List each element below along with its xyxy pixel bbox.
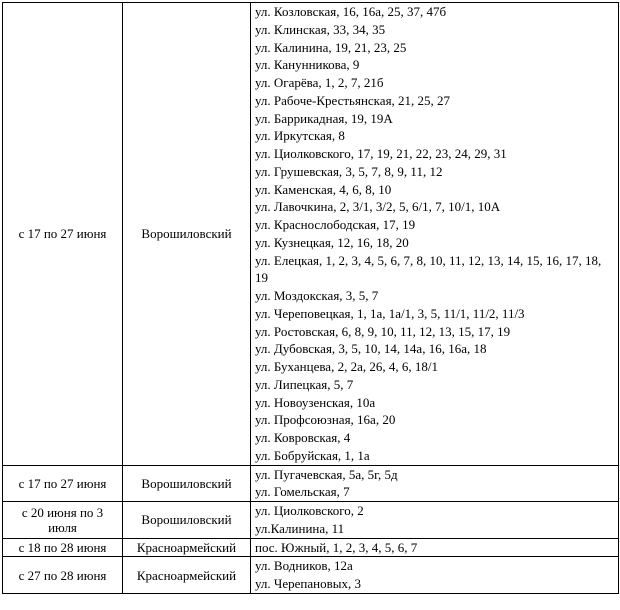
address-line: ул. Черепановых, 3 — [255, 576, 361, 591]
date-text: с 27 по 28 июня — [18, 567, 107, 583]
address-line: ул. Грушевская, 3, 5, 7, 8, 9, 11, 12 — [255, 163, 443, 179]
address-line: ул. Бобруйская, 1, 1а — [255, 447, 370, 463]
address-line: ул. Лавочкина, 2, 3/1, 3/2, 5, 6/1, 7, 10/1, 10А — [255, 199, 501, 215]
address-line: ул. Ростовская, 6, 8, 9, 10, 11, 12, 13, 15, 17, 19 — [255, 323, 511, 339]
date-cell — [3, 557, 123, 594]
address-line: ул. Калинина, 19, 21, 23, 25 — [255, 39, 407, 55]
address-line: пос. Южный, 1, 2, 3, 4, 5, 6, 7 — [255, 539, 418, 555]
address-line: ул. Водников, 12а — [255, 558, 353, 574]
date-text: с 18 по 28 июня — [18, 539, 107, 555]
schedule-table — [2, 2, 619, 594]
address-line: ул. Циолковского, 17, 19, 21, 22, 23, 24, 29, 31 — [255, 146, 507, 161]
table-row — [3, 538, 619, 557]
address-line: ул. Каменская, 4, 6, 8, 10 — [255, 181, 392, 197]
district-text: Красноармейский — [136, 567, 237, 583]
address-line: ул.Калинина, 11 — [255, 520, 345, 536]
address-line: ул. Профсоюзная, 16а, 20 — [255, 412, 396, 428]
address-line: ул. Канунникова, 9 — [255, 57, 360, 73]
addresses-cell — [251, 3, 619, 466]
address-line: ул. Клинская, 33, 34, 35 — [255, 21, 386, 37]
address-line: ул. Елецкая, 1, 2, 3, 4, 5, 6, 7, 8, 10, 11, 12, 13, 14, 15, 16, 17, 18, 19 — [255, 252, 602, 286]
date-cell — [3, 3, 123, 466]
addresses-cell — [251, 538, 619, 557]
district-cell — [123, 557, 251, 594]
addresses-cell — [251, 465, 619, 502]
district-text: Ворошиловский — [141, 512, 232, 528]
address-line: ул. Баррикадная, 19, 19А — [255, 110, 393, 126]
address-line: ул. Гомельская, 7 — [255, 484, 350, 500]
address-line: ул. Иркутская, 8 — [255, 128, 345, 144]
address-line: ул. Козловская, 16, 16а, 25, 37, 47б — [255, 4, 447, 19]
table-row — [3, 502, 619, 539]
district-text: Ворошиловский — [141, 475, 232, 491]
address-line: ул. Краснослободская, 17, 19 — [255, 217, 416, 232]
date-text: с 17 по 27 июня — [18, 475, 107, 491]
address-line: ул. Ковровская, 4 — [255, 430, 351, 445]
address-line: ул. Липецкая, 5, 7 — [255, 376, 354, 392]
address-line: ул. Буханцева, 2, 2а, 26, 4, 6, 18/1 — [255, 359, 438, 374]
date-text: с 20 июня по 3 июля — [21, 504, 104, 535]
address-line: ул. Рабоче-Крестьянская, 21, 25, 27 — [255, 92, 451, 108]
addresses-cell — [251, 557, 619, 594]
address-line: ул. Дубовская, 3, 5, 10, 14, 14а, 16, 16а, 18 — [255, 341, 487, 357]
date-cell — [3, 465, 123, 502]
district-cell — [123, 538, 251, 557]
address-line: ул. Череповецкая, 1, 1а, 1а/1, 3, 5, 11/1, 11/2, 11/3 — [255, 305, 525, 321]
address-line: ул. Пугачевская, 5а, 5г, 5д — [255, 466, 398, 482]
district-cell — [123, 3, 251, 466]
table-row — [3, 465, 619, 502]
address-line: ул. Моздокская, 3, 5, 7 — [255, 288, 379, 303]
table-row — [3, 557, 619, 594]
address-line: ул. Новоузенская, 10а — [255, 394, 376, 410]
address-line: ул. Кузнецкая, 12, 16, 18, 20 — [255, 234, 409, 250]
address-line: ул. Огарёва, 1, 2, 7, 21б — [255, 75, 384, 90]
date-cell — [3, 502, 123, 539]
district-cell — [123, 502, 251, 539]
date-text: с 17 по 27 июня — [18, 226, 107, 242]
district-text: Красноармейский — [136, 539, 237, 555]
district-text: Ворошиловский — [141, 226, 232, 242]
date-cell — [3, 538, 123, 557]
address-line: ул. Циолковского, 2 — [255, 503, 364, 518]
table-row — [3, 3, 619, 466]
addresses-cell — [251, 502, 619, 539]
district-cell — [123, 465, 251, 502]
